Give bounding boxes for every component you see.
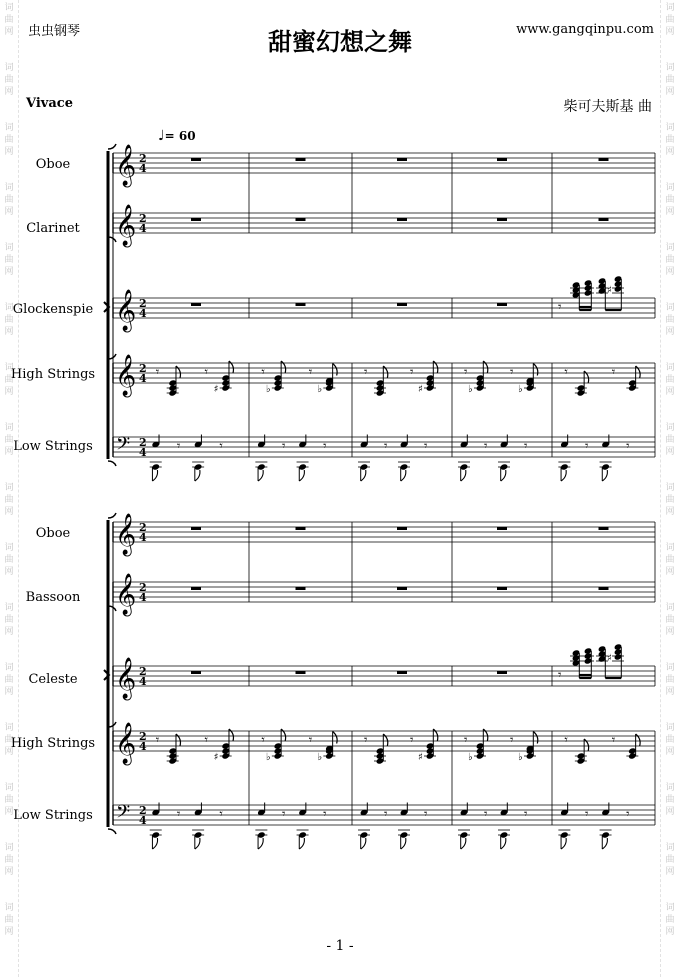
treble-clef-icon: 𝄞 (115, 205, 137, 246)
eighth-rest-icon: 𝄾 (558, 300, 562, 315)
measure-rest (397, 158, 407, 161)
note-flag (561, 838, 566, 849)
note-flag (602, 470, 607, 481)
time-signature-bottom: 4 (139, 675, 147, 688)
watermark-text: 词 曲 网 (4, 123, 14, 157)
note-flag (461, 470, 466, 481)
watermark-text: 词 曲 网 (665, 183, 675, 217)
eighth-rest-icon: 𝄾 (323, 439, 327, 454)
accidental-icon: ♭ (518, 752, 523, 763)
page-number: - 1 - (326, 938, 354, 954)
eighth-rest-icon: 𝄾 (484, 807, 488, 822)
note-flag (333, 732, 338, 744)
time-signature-top: 2 (139, 212, 147, 225)
accidental-icon: ♯ (418, 752, 423, 763)
measure-rest (191, 158, 201, 161)
measure-rest (296, 303, 306, 306)
measure-rest (191, 218, 201, 221)
bracket-hook (108, 461, 116, 466)
eighth-rest-icon: 𝄾 (308, 365, 313, 380)
quarter-note-icon: ♩ (158, 128, 165, 144)
instrument-label-low-strings: Low Strings (13, 439, 93, 454)
time-signature-top: 2 (139, 297, 147, 310)
watermark-text: 词 曲 网 (665, 303, 675, 337)
time-signature-top: 2 (139, 362, 147, 375)
accidental-icon: ♯ (418, 384, 423, 395)
measure-rest (296, 671, 306, 674)
note-flag (258, 470, 263, 481)
time-signature-bottom: 4 (139, 814, 147, 827)
eighth-rest-icon: 𝄾 (155, 733, 160, 748)
note-flag (258, 838, 263, 849)
eighth-rest-icon: 𝄾 (261, 365, 265, 380)
eighth-rest-icon: 𝄾 (484, 439, 488, 454)
accidental-icon: ♭ (317, 384, 323, 395)
watermark-text: 词 曲 网 (665, 243, 675, 277)
tempo-marking: Vivace (26, 96, 73, 111)
time-signature-bottom: 4 (139, 740, 147, 753)
measure-rest (296, 158, 306, 161)
eighth-rest-icon: 𝄾 (524, 807, 528, 822)
note-flag (533, 732, 538, 744)
time-signature-bottom: 4 (139, 372, 147, 385)
note-flag (333, 364, 338, 376)
eighth-rest-icon: 𝄾 (204, 365, 208, 380)
eighth-rest-icon: 𝄾 (611, 365, 616, 380)
watermark-text: 词 曲 网 (665, 483, 675, 517)
note-flag (195, 470, 200, 481)
time-signature-top: 2 (139, 804, 147, 817)
eighth-rest-icon: 𝄾 (464, 733, 468, 748)
watermark-text: 词 曲 网 (665, 723, 675, 757)
metronome-value: = 60 (164, 129, 196, 143)
instrument-label-high-strings: High Strings (10, 736, 96, 751)
accidental-icon: ♭ (518, 384, 523, 395)
instrument-label-glockenspiel: Glockenspie (12, 302, 94, 317)
time-signature-top: 2 (139, 581, 147, 594)
eighth-rest-icon: 𝄾 (281, 439, 286, 454)
measure-rest (397, 671, 407, 674)
watermark-text: 词 曲 网 (4, 723, 14, 757)
watermark-text: 词 曲 网 (665, 663, 675, 697)
time-signature-bottom: 4 (139, 591, 147, 604)
eighth-rest-icon: 𝄾 (564, 733, 568, 748)
measure-rest (497, 158, 507, 161)
note-flag (461, 838, 466, 849)
treble-clef-icon: 𝄞 (115, 514, 137, 555)
note-flag (195, 838, 200, 849)
measure-rest (191, 303, 201, 306)
watermark-text: 词 曲 网 (4, 183, 14, 217)
watermark-text: 词 曲 网 (4, 3, 14, 37)
eighth-rest-icon: 𝄾 (410, 365, 414, 380)
watermark-text: 词 曲 网 (4, 303, 14, 337)
eighth-rest-icon: 𝄾 (510, 365, 514, 380)
eighth-rest-icon: 𝄾 (323, 807, 327, 822)
watermark-text: 词 曲 网 (665, 363, 675, 397)
watermark-text: 词 曲 网 (4, 63, 14, 97)
measure-rest (191, 671, 201, 674)
eighth-rest-icon: 𝄾 (524, 439, 528, 454)
time-signature-top: 2 (139, 152, 147, 165)
watermark-text: 词 曲 网 (665, 123, 675, 157)
accidental-icon: ♭ (468, 752, 473, 763)
eighth-rest-icon: 𝄾 (204, 733, 208, 748)
measure-rest (296, 218, 306, 221)
eighth-rest-icon: 𝄾 (611, 733, 616, 748)
measure-rest (191, 587, 201, 590)
accidental-icon: ♯ (213, 384, 219, 395)
watermark-text: 词 曲 网 (665, 903, 675, 937)
measure-rest (599, 158, 609, 161)
eighth-rest-icon: 𝄾 (281, 807, 286, 822)
eighth-rest-icon: 𝄾 (364, 365, 368, 380)
watermark-text: 词 曲 网 (665, 3, 675, 37)
eighth-rest-icon: 𝄾 (176, 807, 181, 822)
note-flag (501, 838, 506, 849)
eighth-rest-icon: 𝄾 (558, 668, 562, 683)
note-flag (152, 470, 157, 481)
time-signature-top: 2 (139, 665, 147, 678)
measure-rest (599, 527, 609, 530)
instrument-label-celeste: Celeste (28, 672, 78, 687)
treble-clef-icon: 𝄞 (115, 723, 137, 764)
note-flag (401, 838, 406, 849)
accidental-icon: ♯ (607, 653, 612, 664)
eighth-rest-icon: 𝄾 (219, 807, 223, 822)
measure-rest (397, 218, 407, 221)
measure-rest (497, 671, 507, 674)
time-signature-top: 2 (139, 436, 147, 449)
time-signature-top: 2 (139, 730, 147, 743)
eighth-rest-icon: 𝄾 (384, 439, 388, 454)
instrument-label-oboe: Oboe (35, 526, 71, 541)
note-flag (152, 838, 157, 849)
measure-rest (497, 527, 507, 530)
watermark-text: 词 曲 网 (4, 843, 14, 877)
treble-clef-icon: 𝄞 (115, 355, 137, 396)
time-signature-bottom: 4 (139, 307, 147, 320)
time-signature-top: 2 (139, 521, 147, 534)
eighth-rest-icon: 𝄾 (564, 365, 568, 380)
watermark-text: 词 曲 网 (4, 603, 14, 637)
watermark-text: 词 曲 网 (4, 363, 14, 397)
watermark-text: 词 曲 网 (665, 603, 675, 637)
eighth-rest-icon: 𝄾 (584, 439, 589, 454)
measure-rest (191, 527, 201, 530)
watermark-text: 词 曲 网 (665, 423, 675, 457)
instrument-label-bassoon: Bassoon (25, 590, 81, 605)
eighth-rest-icon: 𝄾 (424, 807, 428, 822)
eighth-rest-icon: 𝄾 (176, 439, 181, 454)
measure-rest (397, 303, 407, 306)
eighth-rest-icon: 𝄾 (219, 439, 223, 454)
time-signature-bottom: 4 (139, 162, 147, 175)
watermark-text: 词 曲 网 (665, 63, 675, 97)
watermark-text: 词 曲 网 (4, 423, 14, 457)
eighth-rest-icon: 𝄾 (261, 733, 265, 748)
note-flag (533, 364, 538, 376)
measure-rest (397, 527, 407, 530)
bracket-hook (108, 829, 116, 834)
accidental-icon: ♯ (607, 285, 612, 296)
instrument-label-low-strings: Low Strings (13, 808, 93, 823)
eighth-rest-icon: 𝄾 (510, 733, 514, 748)
measure-rest (599, 218, 609, 221)
measure-rest (497, 587, 507, 590)
time-signature-bottom: 4 (139, 446, 147, 459)
measure-rest (497, 218, 507, 221)
note-flag (561, 470, 566, 481)
watermark-text: 词 曲 网 (4, 243, 14, 277)
accidental-icon: ♭ (468, 384, 473, 395)
instrument-label-high-strings: High Strings (10, 367, 96, 382)
watermark-text: 词 曲 网 (4, 663, 14, 697)
watermark-text: 词 曲 网 (4, 543, 14, 577)
treble-clef-icon: 𝄞 (115, 145, 137, 186)
accidental-icon: ♭ (265, 752, 271, 763)
watermark-text: 词 曲 网 (4, 783, 14, 817)
note-flag (501, 470, 506, 481)
instrument-label-oboe: Oboe (35, 157, 71, 172)
eighth-rest-icon: 𝄾 (308, 733, 313, 748)
watermark-text: 词 曲 网 (665, 843, 675, 877)
note-flag (602, 838, 607, 849)
watermark-text: 词 曲 网 (4, 483, 14, 517)
site-url: www.gangqinpu.com (516, 22, 654, 37)
eighth-rest-icon: 𝄾 (626, 807, 630, 822)
site-name: 虫虫钢琴 (28, 24, 81, 39)
watermark-text: 词 曲 网 (665, 783, 675, 817)
measure-rest (497, 303, 507, 306)
composer-credit: 柴可夫斯基 曲 (563, 99, 652, 115)
eighth-rest-icon: 𝄾 (384, 807, 388, 822)
eighth-rest-icon: 𝄾 (410, 733, 414, 748)
time-signature-bottom: 4 (139, 222, 147, 235)
measure-rest (599, 587, 609, 590)
note-flag (299, 470, 304, 481)
eighth-rest-icon: 𝄾 (155, 365, 160, 380)
score-title: 甜蜜幻想之舞 (268, 27, 412, 56)
eighth-rest-icon: 𝄾 (424, 439, 428, 454)
watermark-text: 词 曲 网 (4, 903, 14, 937)
time-signature-bottom: 4 (139, 531, 147, 544)
accidental-icon: ♭ (317, 752, 323, 763)
eighth-rest-icon: 𝄾 (626, 439, 630, 454)
instrument-label-clarinet: Clarinet (26, 221, 80, 236)
watermark-text: 词 曲 网 (665, 543, 675, 577)
measure-rest (397, 587, 407, 590)
treble-clef-icon: 𝄞 (115, 574, 137, 615)
eighth-rest-icon: 𝄾 (364, 733, 368, 748)
note-flag (401, 470, 406, 481)
measure-rest (296, 587, 306, 590)
eighth-rest-icon: 𝄾 (584, 807, 589, 822)
bass-clef-icon: 𝄢 (116, 802, 131, 827)
accidental-icon: ♯ (213, 752, 219, 763)
note-flag (361, 838, 366, 849)
treble-clef-icon: 𝄞 (115, 290, 137, 331)
bass-clef-icon: 𝄢 (116, 434, 131, 459)
eighth-rest-icon: 𝄾 (464, 365, 468, 380)
measure-rest (296, 527, 306, 530)
note-flag (361, 470, 366, 481)
accidental-icon: ♭ (265, 384, 271, 395)
treble-clef-icon: 𝄞 (115, 658, 137, 699)
note-flag (299, 838, 304, 849)
